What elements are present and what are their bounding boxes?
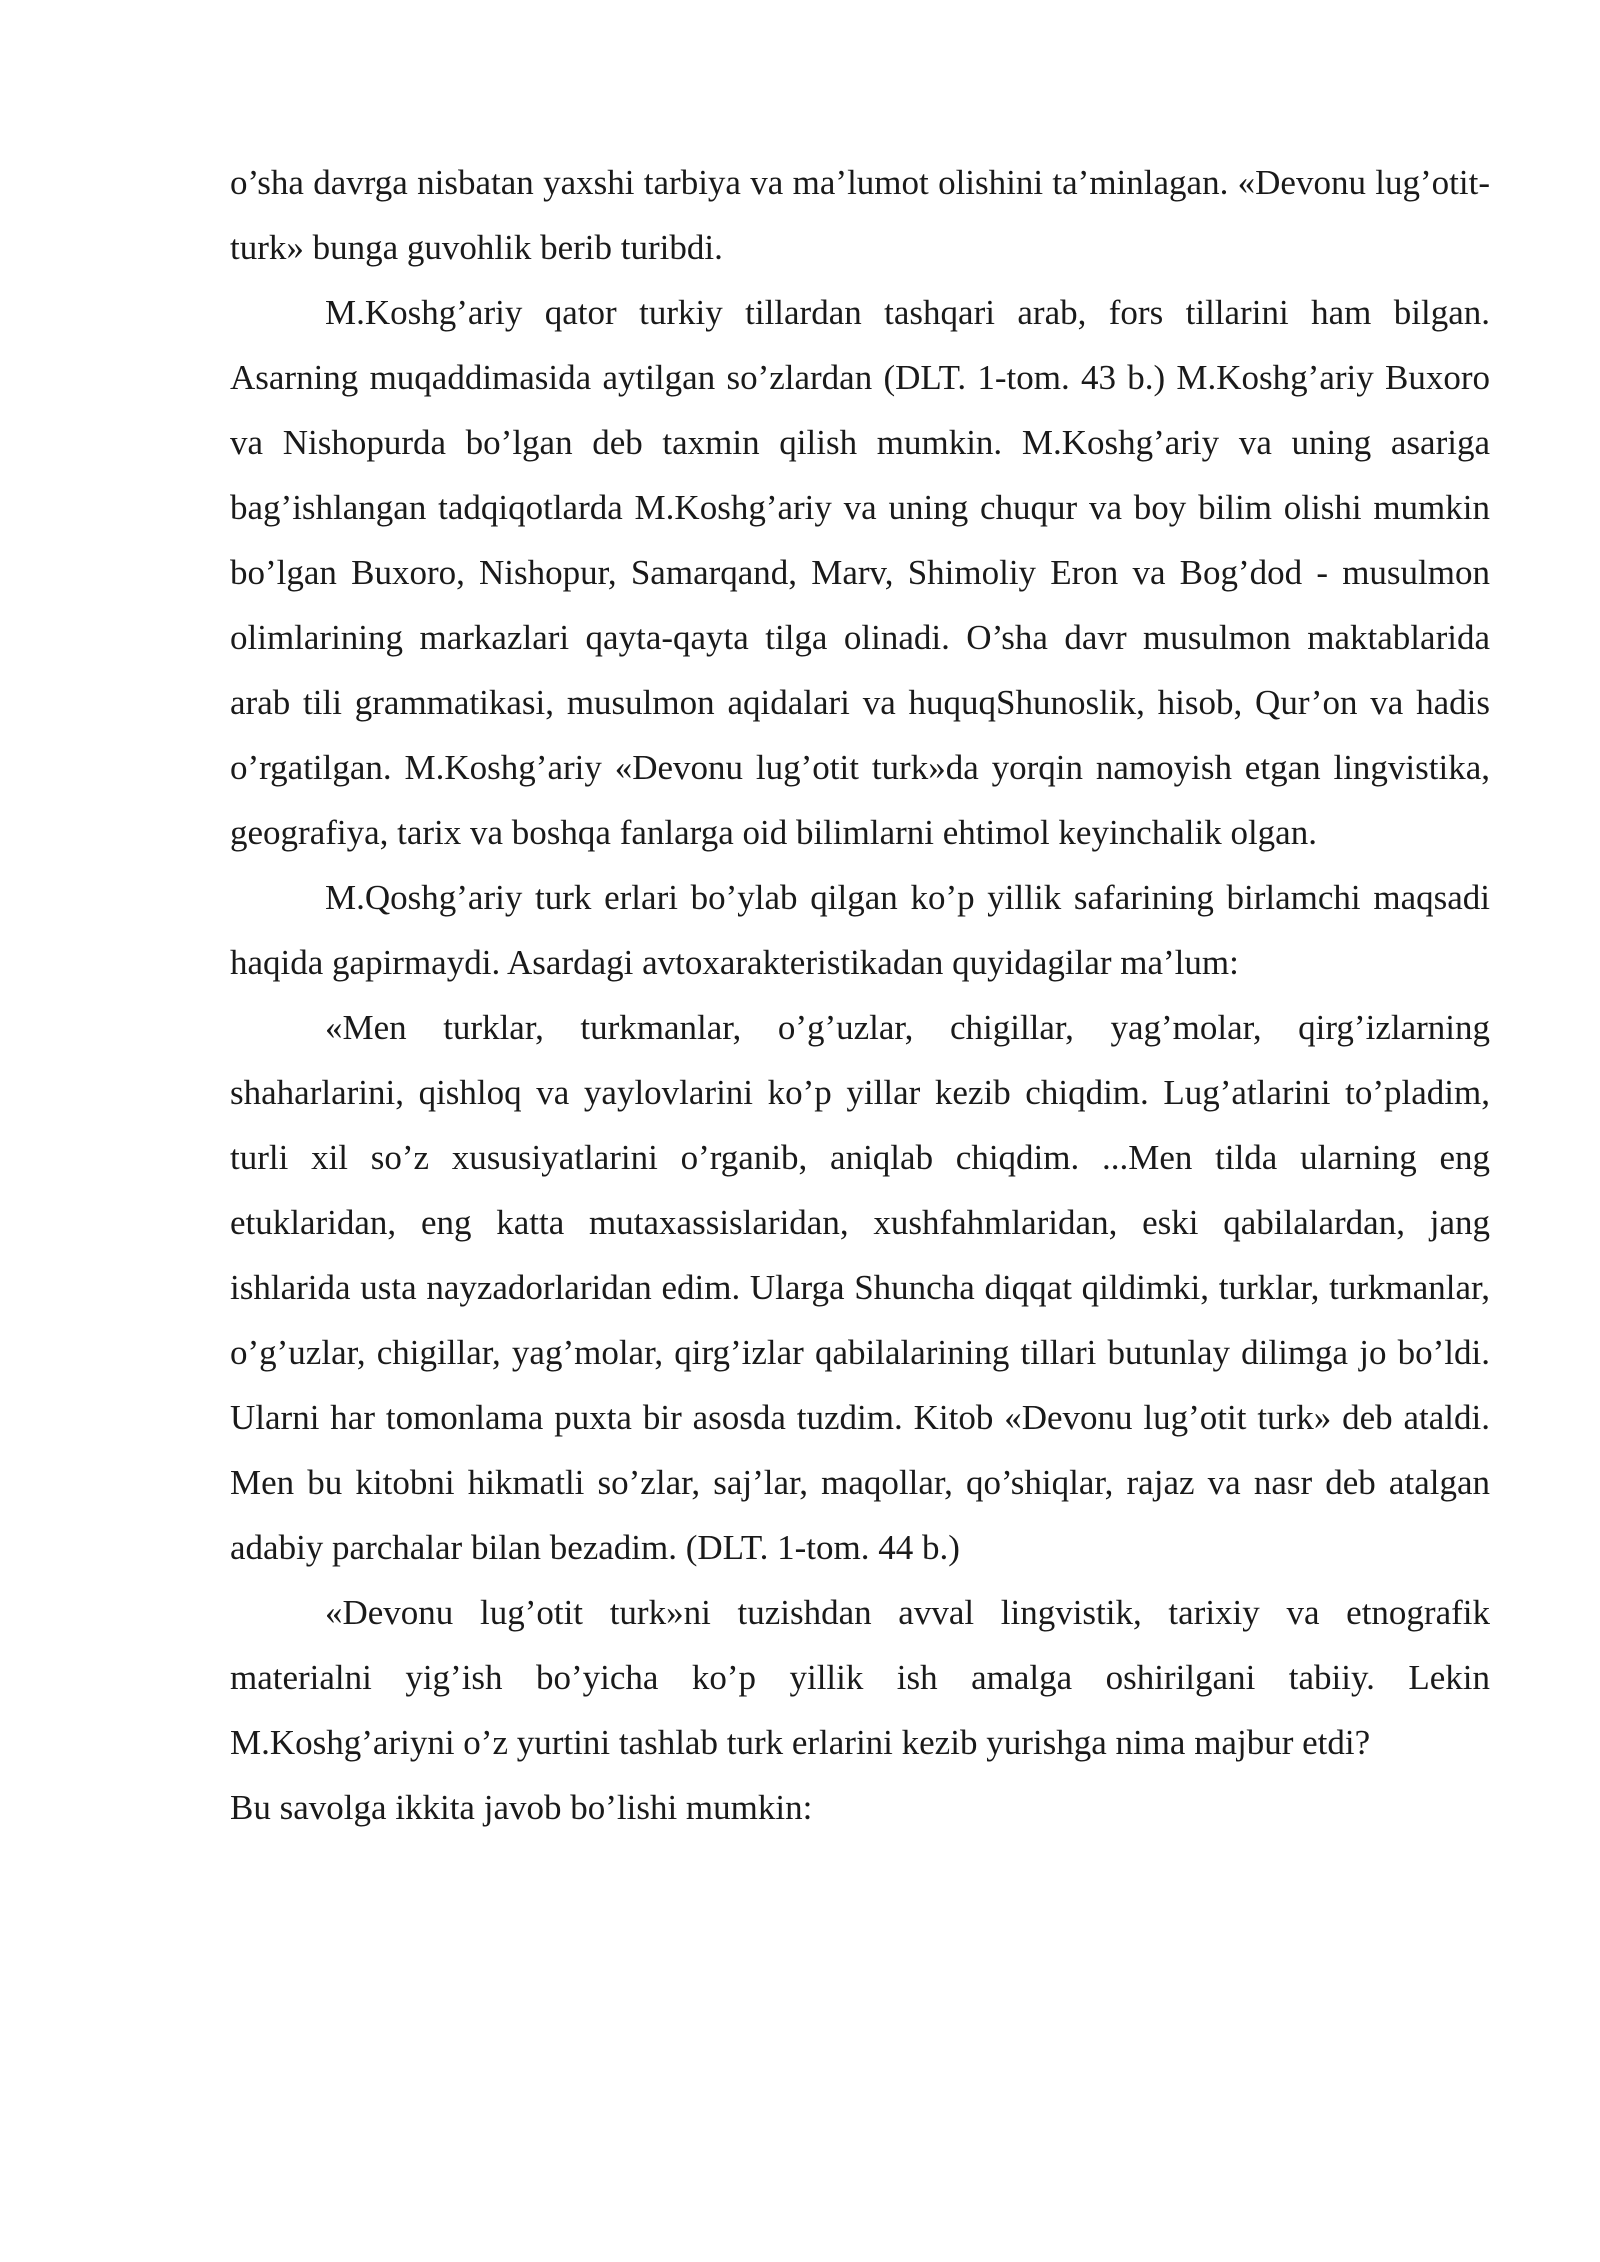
paragraph-travels: M.Qoshg’ariy turk erlari bo’ylab qilgan ko’p yillik safarining birlamchi maqsadi haqida gapirmaydi. Asardagi avtoxarakteristikadan quyidagilar ma’lum: <box>230 878 1490 982</box>
paragraph-question: Bu savolga ikkita javob bo’lishi mumkin: <box>230 1788 813 1827</box>
paragraph-quotation: «Men turklar, turkmanlar, o’g’uzlar, chigillar, yag’molar, qirg’izlarning shaharlarini, qishloq va yaylovlarini ko’p yillar kezib chiqdim. Lug’atlarini to’pladim, turli xil so’z xususiyatlarini o’rganib, aniqlab chiqdim. ...Men tilda ularning eng etuklaridan, eng katta mutaxassislaridan, xushfahmlaridan, eski qabilalardan, jang ishlarida usta nayzadorlaridan edim. Ularga Shuncha diqqat qildimki, turklar, turkmanlar, o’g’uzlar, chigillar, yag’molar, qirg’izlar qabilalarining tillari butunlay dilimga jo bo’ldi. Ularni har tomonlama puxta bir asosda tuzdim. Kitob «Devonu lug’otit turk» deb ataldi. Men bu kitobni hikmatli so’zlar, saj’lar, maqollar, qo’shiqlar, rajaz va nasr deb atalgan adabiy parchalar bilan bezadim. (DLT. 1-tom. 44 b.) <box>230 1008 1490 1567</box>
paragraph-continuation: o’sha davrga nisbatan yaxshi tarbiya va ma’lumot olishini ta’minlagan. «Devonu lug’otit-turk» bunga guvohlik berib turibdi. <box>230 163 1490 267</box>
paragraph-languages: M.Koshg’ariy qator turkiy tillardan tashqari arab, fors tillarini ham bilgan. Asarning muqaddimasida aytilgan so’zlardan (DLT. 1-tom. 43 b.) M.Koshg’ariy Buxoro va Nishopurda bo’lgan deb taxmin qilish mumkin. M.Koshg’ariy va uning asariga bag’ishlangan tadqiqotlarda M.Koshg’ariy va uning chuqur va boy bilim olishi mumkin bo’lgan Buxoro, Nishopur, Samarqand, Marv, Shimoliy Eron va Bog’dod - musulmon olimlarining markazlari qayta-qayta tilga olinadi. O’sha davr musulmon maktablarida arab tili grammatikasi, musulmon aqidalari va huquqShunoslik, hisob, Qur’on va hadis o’rgatilgan. M.Koshg’ariy «Devonu lug’otit turk»da yorqin namoyish etgan lingvistika, geografiya, tarix va boshqa fanlarga oid bilimlarni ehtimol keyinchalik olgan. <box>230 293 1490 852</box>
document-body <box>230 150 1490 1840</box>
paragraph-compilation: «Devonu lug’otit turk»ni tuzishdan avval lingvistik, tarixiy va etnografik materialni yig’ish bo’yicha ko’p yillik ish amalga oshirilgani tabiiy. Lekin M.Koshg’ariyni o’z yurtini tashlab turk erlarini kezib yurishga nima majbur etdi? <box>230 1593 1490 1762</box>
